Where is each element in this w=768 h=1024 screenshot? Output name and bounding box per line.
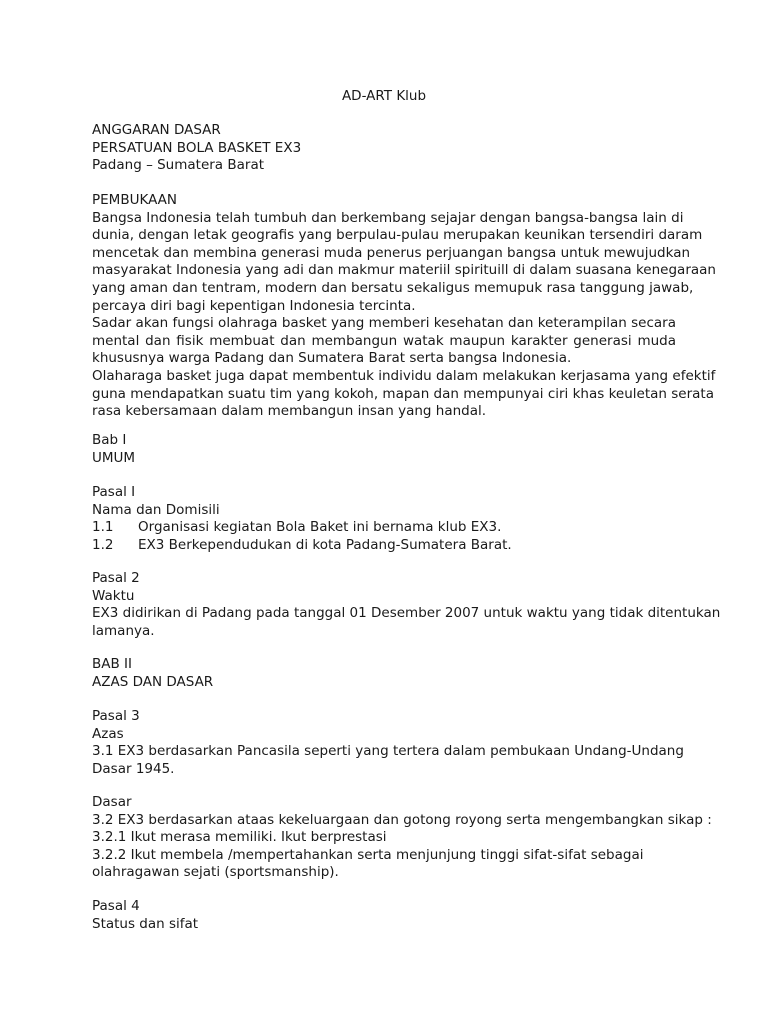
pasal-2-line: EX3 didirikan di Padang pada tanggal 01 Desember 2007 untuk waktu yang tidak ditentukan bbox=[92, 605, 721, 622]
pasal-4-title: Status dan sifat bbox=[92, 915, 199, 932]
list-item-number: 1.1 bbox=[92, 519, 114, 536]
section-pasal-3 bbox=[92, 708, 684, 778]
bab-2-label: BAB II bbox=[92, 656, 133, 672]
pasal-1-title: Nama dan Domisili bbox=[92, 501, 220, 518]
pembukaan-para1-line: yang aman dan tentram, modern dan bersatu sekaligus memupuk rasa tanggung jawab, bbox=[92, 279, 694, 296]
section-pembukaan bbox=[92, 192, 716, 421]
pasal-2-label: Pasal 2 bbox=[92, 570, 140, 586]
pembukaan-para1-line: mencetak dan membina generasi muda penerus perjuangan bangsa untuk mewujudkan bbox=[92, 244, 691, 261]
list-item bbox=[92, 519, 676, 537]
pasal-1-label: Pasal I bbox=[92, 484, 136, 500]
document-header bbox=[92, 122, 676, 175]
list-item-text: EX3 Berkependudukan di kota Padang-Sumatera Barat. bbox=[138, 536, 512, 553]
bab-1-label: Bab I bbox=[92, 432, 127, 448]
header-line-1: ANGGARAN DASAR bbox=[92, 122, 221, 138]
pembukaan-para2-line: khususnya warga Padang dan Sumatera Barat serta bangsa Indonesia. bbox=[92, 350, 572, 367]
list-item-text: Organisasi kegiatan Bola Baket ini bernama klub EX3. bbox=[138, 519, 502, 536]
dasar-line: olahragawan sejati (sportsmanship). bbox=[92, 864, 339, 881]
pembukaan-para3-line: Olaharaga basket juga dapat membentuk individu dalam melakukan kerjasama yang efektif bbox=[92, 367, 716, 384]
pembukaan-para2-line: Sadar akan fungsi olahraga basket yang memberi kesehatan dan keterampilan secara bbox=[92, 315, 676, 332]
pembukaan-para1-line: percaya diri bagi kepentigan Indonesia tercinta. bbox=[92, 297, 416, 314]
pembukaan-para3-line: rasa kebersamaan dalam membangun insan yang handal. bbox=[92, 403, 487, 420]
section-pasal-1 bbox=[92, 484, 676, 554]
dasar-line: 3.2.2 Ikut membela /mempertahankan serta menjunjung tinggi sifat-sifat sebagai bbox=[92, 846, 644, 863]
pembukaan-para1-line: masyarakat Indonesia yang adi dan makmur materiil spirituill di dalam suasana kenegaraan bbox=[92, 262, 716, 279]
list-item-number: 1.2 bbox=[92, 536, 114, 553]
pasal-2-line: lamanya. bbox=[92, 622, 155, 639]
pasal-3-label: Pasal 3 bbox=[92, 708, 140, 724]
azas-line: Dasar 1945. bbox=[92, 760, 175, 777]
pasal-4-label: Pasal 4 bbox=[92, 898, 140, 914]
pasal-2-title: Waktu bbox=[92, 587, 135, 604]
dasar-heading: Dasar bbox=[92, 794, 132, 810]
dasar-line: 3.2 EX3 berdasarkan ataas kekeluargaan dan gotong royong serta mengembangkan sikap : bbox=[92, 811, 712, 828]
list-item bbox=[92, 537, 676, 555]
bab-2-title: AZAS DAN DASAR bbox=[92, 673, 214, 690]
section-pasal-4 bbox=[92, 898, 676, 933]
pembukaan-para1-line: Bangsa Indonesia telah tumbuh dan berkembang sejajar dengan bangsa-bangsa lain di bbox=[92, 209, 684, 226]
bab-1-title: UMUM bbox=[92, 449, 136, 466]
section-dasar bbox=[92, 794, 712, 882]
document-title: AD-ART Klub bbox=[341, 88, 427, 104]
header-line-2: PERSATUAN BOLA BASKET EX3 bbox=[92, 139, 302, 156]
section-bab-1 bbox=[92, 432, 676, 467]
azas-heading: Azas bbox=[92, 725, 124, 742]
section-bab-2 bbox=[92, 656, 676, 691]
header-line-3: Padang – Sumatera Barat bbox=[92, 157, 265, 174]
dasar-line: 3.2.1 Ikut merasa memiliki. Ikut berprestasi bbox=[92, 829, 387, 846]
pembukaan-para2-line: mental dan fisik membuat dan membangun watak maupun karakter generasi muda bbox=[92, 332, 676, 349]
pembukaan-para1-line: dunia, dengan letak geografis yang berpulau-pulau merupakan keunikan tersendiri daram bbox=[92, 227, 703, 244]
section-pasal-2 bbox=[92, 570, 721, 640]
azas-line: 3.1 EX3 berdasarkan Pancasila seperti yang tertera dalam pembukaan Undang-Undang bbox=[92, 743, 684, 760]
pembukaan-para3-line: guna mendapatkan suatu tim yang kokoh, mapan dan mempunyai ciri khas keuletan serata bbox=[92, 385, 714, 402]
pembukaan-heading: PEMBUKAAN bbox=[92, 192, 178, 208]
